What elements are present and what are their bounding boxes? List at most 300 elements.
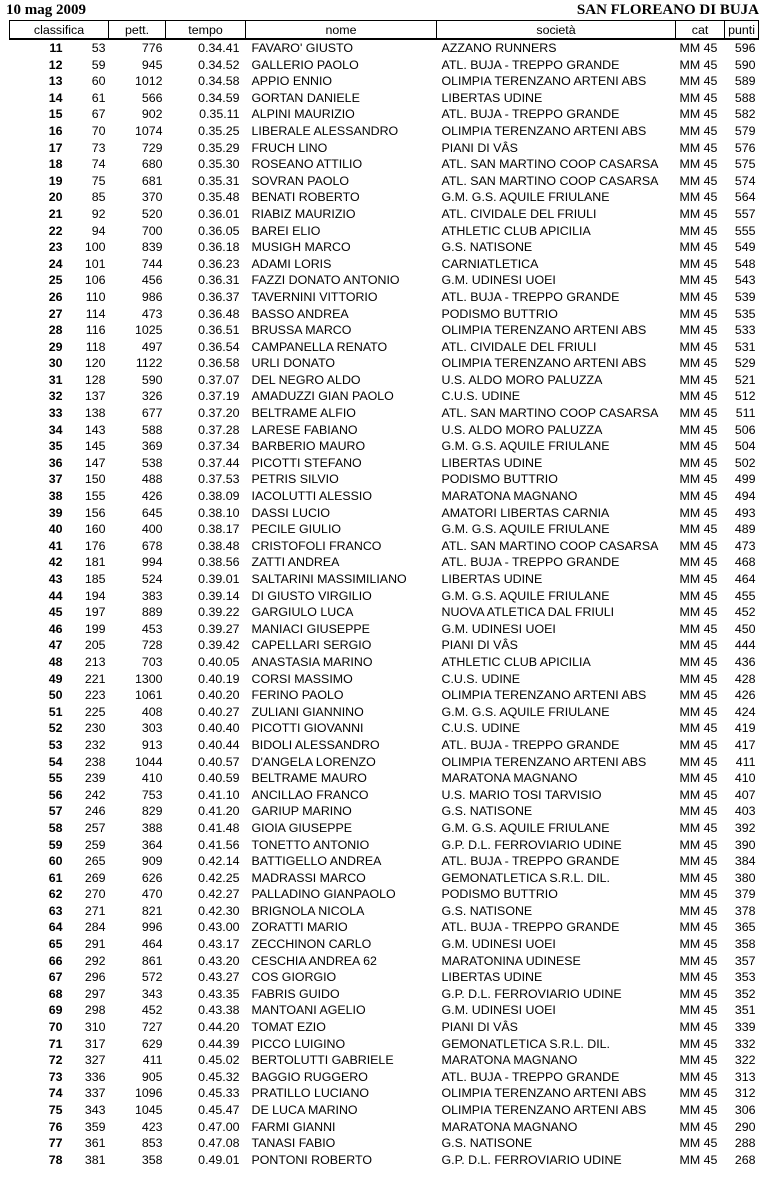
bib-number: 364 — [141, 837, 163, 852]
athlete-name: ZULIANI GIANNINO — [251, 704, 364, 719]
club-name: G.P. D.L. FERROVIARIO UDINE — [441, 986, 622, 1001]
points: 506 — [734, 422, 756, 437]
overall-position: 94 — [91, 223, 106, 238]
finish-time: 0.34.59 — [198, 90, 240, 105]
category: MM 45 — [679, 887, 718, 902]
bib-number: 913 — [141, 737, 163, 752]
points: 407 — [734, 787, 756, 802]
club-name: G.M. G.S. AQUILE FRIULANE — [441, 588, 610, 603]
points: 384 — [734, 854, 756, 869]
category: MM 45 — [679, 621, 718, 636]
finish-time: 0.43.27 — [198, 970, 240, 985]
overall-position: 85 — [91, 190, 106, 205]
table-row — [10, 1052, 759, 1069]
points: 576 — [734, 140, 756, 155]
overall-position: 223 — [84, 688, 106, 703]
points: 464 — [734, 572, 756, 586]
club-name: ATL. SAN MARTINO COOP CASARSA — [441, 538, 659, 553]
overall-position: 296 — [84, 970, 106, 985]
points: 539 — [734, 289, 756, 304]
finish-time: 0.34.52 — [198, 57, 240, 72]
table-row — [10, 754, 759, 771]
bib-number: 383 — [141, 588, 163, 603]
category: MM 45 — [679, 771, 718, 786]
bib-number: 590 — [141, 372, 163, 387]
header-nome: nome — [246, 21, 437, 40]
category-position: 40 — [48, 522, 63, 537]
finish-time: 0.39.01 — [198, 572, 240, 586]
category: MM 45 — [679, 787, 718, 802]
finish-time: 0.35.25 — [198, 123, 240, 138]
bib-number: 753 — [141, 787, 163, 802]
header-row — [10, 21, 759, 40]
overall-position: 297 — [84, 986, 106, 1001]
athlete-name: ZORATTI MARIO — [251, 920, 348, 935]
athlete-name: PICCO LUIGINO — [251, 1036, 346, 1051]
club-name: MARATONA MAGNANO — [441, 1053, 578, 1068]
club-name: G.M. G.S. AQUILE FRIULANE — [441, 820, 610, 835]
table-row — [10, 438, 759, 455]
category-position: 36 — [48, 455, 63, 470]
finish-time: 0.42.27 — [198, 887, 240, 902]
category: MM 45 — [679, 638, 718, 653]
points: 575 — [734, 157, 756, 172]
table-row — [10, 604, 759, 621]
bib-number: 464 — [141, 937, 163, 952]
finish-time: 0.41.48 — [198, 820, 240, 835]
club-name: OLIMPIA TERENZANO ARTENI ABS — [441, 688, 647, 703]
points: 322 — [734, 1053, 756, 1068]
results-body — [10, 39, 759, 1168]
overall-position: 197 — [84, 605, 106, 620]
club-name: OLIMPIA TERENZANO ARTENI ABS — [441, 1086, 647, 1101]
athlete-name: ANASTASIA MARINO — [251, 654, 373, 669]
club-name: OLIMPIA TERENZANO ARTENI ABS — [441, 754, 647, 769]
points: 564 — [734, 190, 756, 205]
overall-position: 100 — [84, 240, 106, 255]
category: MM 45 — [679, 1020, 718, 1035]
points: 424 — [734, 704, 756, 719]
athlete-name: MANTOANI AGELIO — [251, 1003, 366, 1018]
athlete-name: CAPELLARI SERGIO — [251, 638, 372, 653]
club-name: OLIMPIA TERENZANO ARTENI ABS — [441, 74, 647, 89]
table-row — [10, 886, 759, 903]
bib-number: 861 — [141, 953, 163, 968]
overall-position: 239 — [84, 771, 106, 786]
club-name: G.M. UDINESI UOEI — [441, 1003, 556, 1018]
athlete-name: GALLERIO PAOLO — [251, 57, 359, 72]
category: MM 45 — [679, 505, 718, 520]
table-row — [10, 388, 759, 405]
finish-time: 0.43.00 — [198, 920, 240, 935]
finish-time: 0.43.35 — [198, 986, 240, 1001]
overall-position: 194 — [84, 588, 106, 603]
club-name: G.S. NATISONE — [441, 804, 533, 819]
overall-position: 221 — [84, 671, 106, 686]
table-row — [10, 621, 759, 638]
header-cat: cat — [676, 21, 725, 40]
athlete-name: FAVARO' GIUSTO — [251, 41, 354, 55]
club-name: MARATONA MAGNANO — [441, 771, 578, 786]
club-name: ATL. BUJA - TREPPO GRANDE — [441, 555, 620, 570]
points: 468 — [734, 555, 756, 570]
overall-position: 242 — [84, 787, 106, 802]
finish-time: 0.44.39 — [198, 1036, 240, 1051]
club-name: LIBERTAS UDINE — [441, 455, 543, 470]
bib-number: 326 — [141, 389, 163, 404]
points: 473 — [734, 538, 756, 553]
athlete-name: APPIO ENNIO — [251, 74, 333, 89]
club-name: CARNIATLETICA — [441, 256, 539, 271]
bib-number: 358 — [141, 1152, 163, 1167]
bib-number: 677 — [141, 406, 163, 421]
table-row — [10, 223, 759, 240]
points: 410 — [734, 771, 756, 786]
overall-position: 291 — [84, 937, 106, 952]
points: 574 — [734, 173, 756, 188]
category-position: 39 — [48, 505, 63, 520]
category: MM 45 — [679, 206, 718, 221]
athlete-name: CRISTOFOLI FRANCO — [251, 538, 382, 553]
table-row — [10, 521, 759, 538]
bib-number: 1045 — [134, 1103, 163, 1117]
club-name: ATHLETIC CLUB APICILIA — [441, 223, 591, 238]
table-row — [10, 256, 759, 273]
bib-number: 452 — [141, 1003, 163, 1018]
athlete-name: DE LUCA MARINO — [251, 1103, 358, 1117]
bib-number: 524 — [141, 572, 163, 586]
overall-position: 185 — [84, 572, 106, 586]
athlete-name: PONTONI ROBERTO — [251, 1152, 373, 1167]
club-name: ATL. BUJA - TREPPO GRANDE — [441, 289, 620, 304]
table-row — [10, 837, 759, 854]
table-row — [10, 554, 759, 571]
points: 493 — [734, 505, 756, 520]
category: MM 45 — [679, 1103, 718, 1117]
overall-position: 120 — [84, 356, 106, 371]
category-position: 56 — [48, 787, 63, 802]
athlete-name: GORTAN DANIELE — [251, 90, 360, 105]
points: 596 — [734, 41, 756, 55]
athlete-name: BIDOLI ALESSANDRO — [251, 737, 380, 752]
table-row — [10, 820, 759, 837]
athlete-name: BRIGNOLA NICOLA — [251, 903, 365, 918]
table-row — [10, 140, 759, 157]
bib-number: 303 — [141, 721, 163, 736]
bib-number: 343 — [141, 986, 163, 1001]
overall-position: 156 — [84, 505, 106, 520]
club-name: PODISMO BUTTRIO — [441, 472, 558, 487]
athlete-name: BARBERIO MAURO — [251, 439, 366, 454]
category: MM 45 — [679, 455, 718, 470]
bib-number: 1300 — [134, 671, 163, 686]
category-position: 13 — [48, 74, 63, 89]
points: 535 — [734, 306, 756, 321]
bib-number: 426 — [141, 489, 163, 504]
overall-position: 110 — [85, 289, 106, 304]
category: MM 45 — [679, 1036, 718, 1051]
category-position: 58 — [48, 820, 63, 835]
bib-number: 423 — [141, 1119, 163, 1134]
athlete-name: MANIACI GIUSEPPE — [251, 621, 370, 636]
category: MM 45 — [679, 1086, 718, 1101]
finish-time: 0.40.05 — [198, 654, 240, 669]
category-position: 66 — [48, 953, 63, 968]
points: 378 — [734, 903, 756, 918]
category-position: 46 — [48, 621, 63, 636]
club-name: GEMONATLETICA S.R.L. DIL. — [441, 1036, 610, 1051]
bib-number: 700 — [141, 223, 163, 238]
points: 511 — [735, 406, 756, 421]
finish-time: 0.41.10 — [198, 787, 240, 802]
category: MM 45 — [679, 1119, 718, 1134]
points: 290 — [734, 1119, 756, 1134]
points: 380 — [734, 870, 756, 885]
category-position: 41 — [48, 538, 63, 553]
bib-number: 727 — [141, 1020, 163, 1035]
category-position: 42 — [48, 555, 63, 570]
finish-time: 0.35.11 — [199, 107, 240, 122]
category-position: 27 — [48, 306, 63, 321]
page-header — [0, 2, 767, 20]
club-name: LIBERTAS UDINE — [441, 970, 543, 985]
points: 548 — [734, 256, 756, 271]
athlete-name: TOMAT EZIO — [251, 1020, 326, 1035]
bib-number: 520 — [141, 206, 163, 221]
category: MM 45 — [679, 1003, 718, 1018]
athlete-name: BENATI ROBERTO — [251, 190, 360, 205]
category-position: 55 — [48, 771, 63, 786]
finish-time: 0.47.08 — [198, 1136, 240, 1151]
category: MM 45 — [679, 74, 718, 89]
club-name: ATL. BUJA - TREPPO GRANDE — [441, 107, 620, 122]
overall-position: 199 — [84, 621, 106, 636]
finish-time: 0.35.30 — [198, 157, 240, 172]
overall-position: 118 — [85, 339, 106, 354]
bib-number: 388 — [141, 820, 163, 835]
finish-time: 0.38.56 — [198, 555, 240, 570]
overall-position: 381 — [84, 1152, 106, 1167]
overall-position: 271 — [84, 903, 106, 918]
club-name: PIANI DI VÂS — [441, 140, 518, 155]
category-position: 65 — [48, 937, 63, 952]
athlete-name: SOVRAN PAOLO — [251, 173, 350, 188]
table-row — [10, 737, 759, 754]
category: MM 45 — [679, 688, 718, 703]
club-name: AZZANO RUNNERS — [441, 41, 557, 55]
points: 521 — [734, 372, 756, 387]
club-name: OLIMPIA TERENZANO ARTENI ABS — [441, 356, 647, 371]
athlete-name: FRUCH LINO — [251, 140, 328, 155]
bib-number: 453 — [141, 621, 163, 636]
category-position: 34 — [48, 422, 63, 437]
club-name: ATL. SAN MARTINO COOP CASARSA — [441, 173, 659, 188]
category-position: 72 — [48, 1053, 63, 1068]
table-row — [10, 1002, 759, 1019]
category-position: 11 — [49, 41, 63, 55]
points: 428 — [734, 671, 756, 686]
athlete-name: AMADUZZI GIAN PAOLO — [251, 389, 394, 404]
category-position: 51 — [48, 704, 63, 719]
category-position: 15 — [48, 107, 63, 122]
category-position: 62 — [48, 887, 63, 902]
category: MM 45 — [679, 538, 718, 553]
finish-time: 0.40.20 — [198, 688, 240, 703]
category: MM 45 — [679, 1136, 718, 1151]
table-row — [10, 422, 759, 439]
category: MM 45 — [679, 903, 718, 918]
bib-number: 902 — [141, 107, 163, 122]
points: 557 — [734, 206, 756, 221]
table-row — [10, 39, 759, 57]
overall-position: 75 — [91, 173, 106, 188]
club-name: G.M. UDINESI UOEI — [441, 273, 556, 288]
category: MM 45 — [679, 140, 718, 155]
points: 531 — [734, 339, 756, 354]
finish-time: 0.36.23 — [198, 256, 240, 271]
category-position: 53 — [48, 737, 63, 752]
points: 403 — [734, 804, 756, 819]
points: 589 — [734, 74, 756, 89]
finish-time: 0.42.14 — [198, 854, 240, 869]
bib-number: 853 — [141, 1136, 163, 1151]
category: MM 45 — [679, 439, 718, 454]
points: 588 — [734, 90, 756, 105]
finish-time: 0.38.48 — [198, 538, 240, 553]
club-name: ATL. BUJA - TREPPO GRANDE — [441, 920, 620, 935]
overall-position: 145 — [84, 439, 106, 454]
table-row — [10, 239, 759, 256]
club-name: G.M. G.S. AQUILE FRIULANE — [441, 439, 610, 454]
club-name: ATL. BUJA - TREPPO GRANDE — [441, 854, 620, 869]
points: 543 — [734, 273, 756, 288]
finish-time: 0.39.14 — [198, 588, 240, 603]
category-position: 69 — [48, 1003, 63, 1018]
overall-position: 92 — [91, 206, 106, 221]
category: MM 45 — [679, 737, 718, 752]
table-row — [10, 704, 759, 721]
athlete-name: RIABIZ MAURIZIO — [251, 206, 356, 221]
athlete-name: DEL NEGRO ALDO — [251, 372, 361, 387]
bib-number: 996 — [141, 920, 163, 935]
table-row — [10, 787, 759, 804]
bib-number: 986 — [141, 289, 163, 304]
finish-time: 0.45.33 — [198, 1086, 240, 1101]
club-name: OLIMPIA TERENZANO ARTENI ABS — [441, 323, 647, 338]
overall-position: 269 — [84, 870, 106, 885]
race-location: SAN FLOREANO DI BUJA — [576, 2, 759, 18]
athlete-name: BATTIGELLO ANDREA — [251, 854, 382, 869]
overall-position: 238 — [84, 754, 106, 769]
table-row — [10, 272, 759, 289]
bib-number: 408 — [141, 704, 163, 719]
category-position: 44 — [48, 588, 63, 603]
club-name: G.M. G.S. AQUILE FRIULANE — [441, 704, 610, 719]
points: 499 — [734, 472, 756, 487]
points: 504 — [734, 439, 756, 454]
category: MM 45 — [679, 953, 718, 968]
category: MM 45 — [679, 870, 718, 885]
club-name: G.P. D.L. FERROVIARIO UDINE — [441, 1152, 622, 1167]
athlete-name: ALPINI MAURIZIO — [251, 107, 355, 122]
points: 392 — [734, 820, 756, 835]
finish-time: 0.37.20 — [198, 406, 240, 421]
club-name: G.M. UDINESI UOEI — [441, 621, 556, 636]
bib-number: 629 — [141, 1036, 163, 1051]
bib-number: 626 — [141, 870, 163, 885]
athlete-name: GARIUP MARINO — [251, 804, 352, 819]
athlete-name: BRUSSA MARCO — [251, 323, 352, 338]
athlete-name: PRATILLO LUCIANO — [251, 1086, 370, 1101]
points: 529 — [734, 356, 756, 371]
athlete-name: PICOTTI GIOVANNI — [251, 721, 364, 736]
overall-position: 74 — [91, 157, 106, 172]
category-position: 45 — [48, 605, 63, 620]
table-row — [10, 505, 759, 522]
athlete-name: ROSEANO ATTILIO — [251, 157, 363, 172]
bib-number: 728 — [141, 638, 163, 653]
points: 549 — [734, 240, 756, 255]
athlete-name: TANASI FABIO — [251, 1136, 336, 1151]
bib-number: 729 — [141, 140, 163, 155]
category-position: 48 — [48, 654, 63, 669]
category-position: 54 — [48, 754, 63, 769]
table-row — [10, 289, 759, 306]
table-row — [10, 355, 759, 372]
points: 444 — [734, 638, 756, 653]
category-position: 26 — [48, 289, 63, 304]
bib-number: 678 — [141, 538, 163, 553]
category-position: 12 — [48, 57, 63, 72]
table-row — [10, 123, 759, 140]
club-name: PODISMO BUTTRIO — [441, 306, 558, 321]
overall-position: 230 — [84, 721, 106, 736]
table-row — [10, 1135, 759, 1152]
bib-number: 909 — [141, 854, 163, 869]
athlete-name: TAVERNINI VITTORIO — [251, 289, 378, 304]
athlete-name: DASSI LUCIO — [251, 505, 331, 520]
points: 450 — [734, 621, 756, 636]
club-name: LIBERTAS UDINE — [441, 90, 543, 105]
category-position: 29 — [48, 339, 63, 354]
category: MM 45 — [679, 123, 718, 138]
category: MM 45 — [679, 372, 718, 387]
points: 582 — [734, 107, 756, 122]
table-row — [10, 1036, 759, 1053]
table-row — [10, 953, 759, 970]
category-position: 64 — [48, 920, 63, 935]
category-position: 23 — [48, 240, 63, 255]
athlete-name: ADAMI LORIS — [251, 256, 332, 271]
table-row — [10, 106, 759, 123]
points: 579 — [734, 123, 756, 138]
club-name: MARATONA MAGNANO — [441, 1119, 578, 1134]
bib-number: 1025 — [134, 323, 163, 338]
bib-number: 470 — [141, 887, 163, 902]
overall-position: 106 — [84, 273, 106, 288]
bib-number: 1061 — [134, 688, 163, 703]
club-name: ATL. BUJA - TREPPO GRANDE — [441, 57, 620, 72]
club-name: NUOVA ATLETICA DAL FRIULI — [441, 605, 615, 620]
finish-time: 0.39.22 — [198, 605, 240, 620]
header-societa: società — [437, 21, 676, 40]
club-name: MARATONA MAGNANO — [441, 489, 578, 504]
overall-position: 257 — [84, 820, 106, 835]
category-position: 25 — [48, 273, 63, 288]
finish-time: 0.44.20 — [198, 1020, 240, 1035]
finish-time: 0.36.58 — [198, 356, 240, 371]
points: 358 — [734, 937, 756, 952]
